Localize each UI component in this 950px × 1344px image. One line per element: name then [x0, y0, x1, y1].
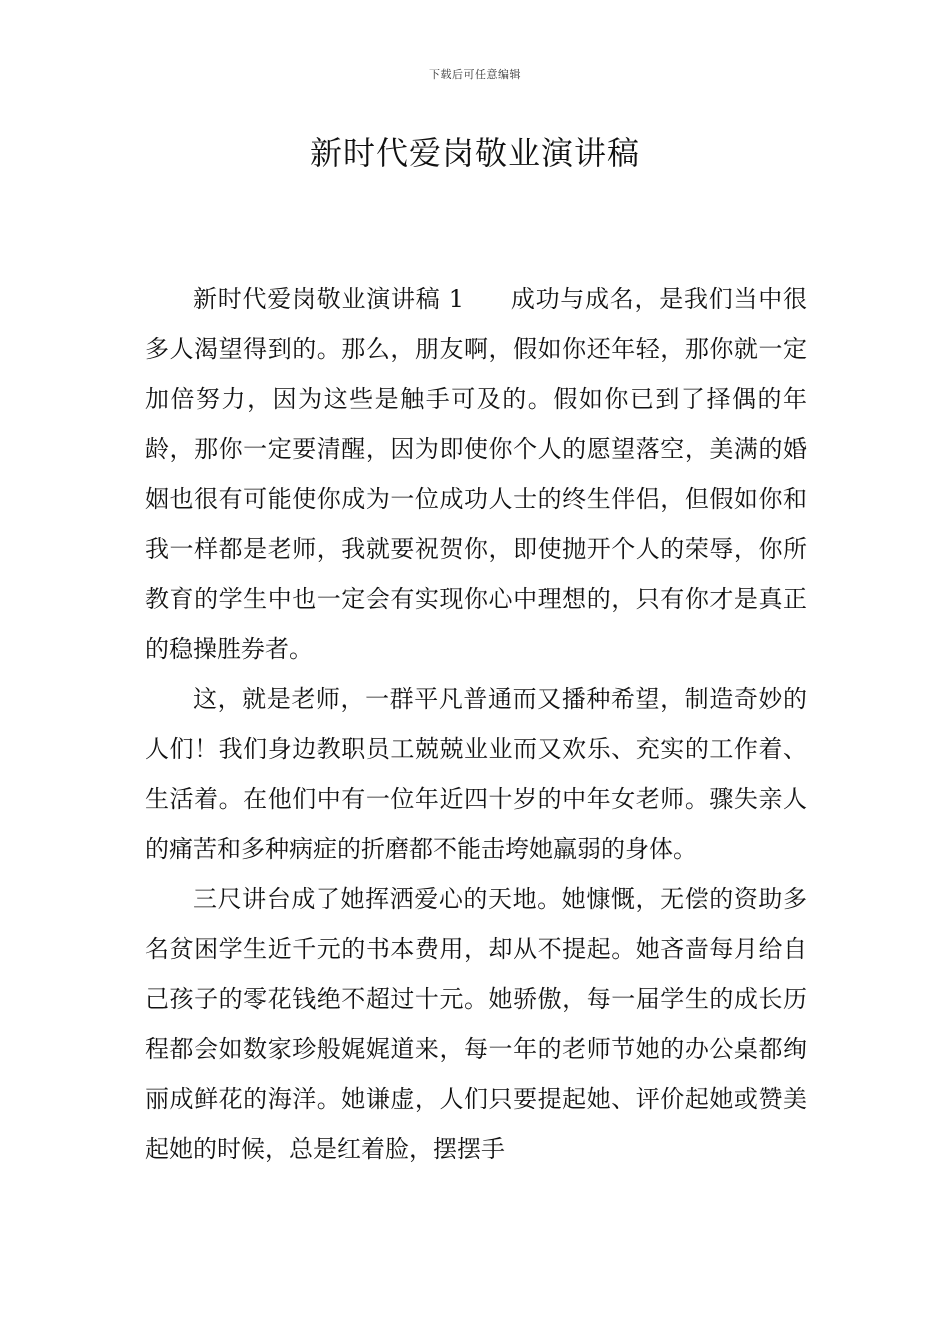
- paragraph-1: [145, 274, 807, 674]
- paragraph-1-text: 成功与成名，是我们当中很多人渴望得到的。那么，朋友啊，假如你还年轻，那你就一定加倍努力，因为这些是触手可及的。假如你已到了择偶的年龄，那你一定要清醒，因为即使你个人的愿望落空，美满的婚姻也很有可能使你成为一位成功人士的终生伴侣，但假如你和我一样都是老师，我就要祝贺你，即使抛开个人的荣辱，你所教育的学生中也一定会有实现你心中理想的，只有你才是真正的稳操胜券者。: [145, 285, 807, 663]
- page-header-note: 下载后可任意编辑: [429, 68, 521, 81]
- paragraph-3: 三尺讲台成了她挥洒爱心的天地。她慷慨，无偿的资助多名贫困学生近千元的书本费用，却从不提起。她吝啬每月给自己孩子的零花钱绝不超过十元。她骄傲，每一届学生的成长历程都会如数家珍般娓娓道来，每一年的老师节她的办公桌都绚丽成鲜花的海洋。她谦虚，人们只要提起她、评价起她或赞美起她的时候，总是红着脸，摆摆手: [145, 885, 807, 1163]
- paragraph-2: 这，就是老师，一群平凡普通而又播种希望，制造奇妙的人们！我们身边教职员工兢兢业业而又欢乐、充实的工作着、生活着。在他们中有一位年近四十岁的中年女老师。骤失亲人的痛苦和多种病症的折磨都不能击垮她羸弱的身体。: [145, 685, 807, 863]
- document-body: [145, 274, 807, 1174]
- document-title: 新时代爱岗敬业演讲稿: [309, 134, 640, 172]
- section-heading: 新时代爱岗敬业演讲稿 1: [193, 285, 465, 313]
